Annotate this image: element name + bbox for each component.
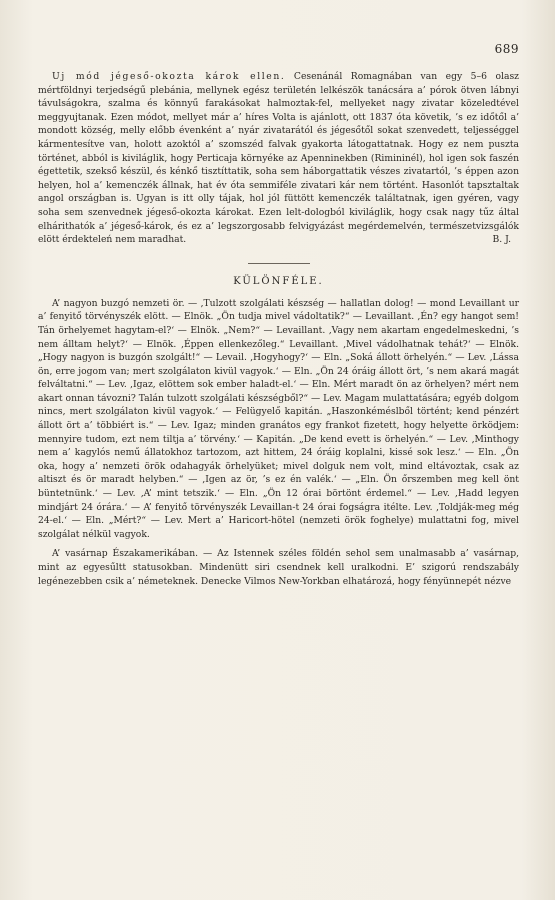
article-title: Uj mód jégeső-okozta károk ellen. (52, 71, 286, 82)
article-hail-damage (38, 70, 519, 247)
article-paragraph (38, 70, 519, 247)
article-body: Cesenánál Romagnában van egy 5–6 olasz mértföldnyi terjedségű plebánia, mellynek egész területén lelkészök tanácsára a’ pórok ötven lábnyi távulságokra, szalma és könnyű farakásokat halmoztak-fel, mellyeket nagy zivatar közeledtével meggyujtanak. Ezen módot, mellyet már a’ híres Volta is ajánlott, ott 1837 óta követik, ’s ez időtől a’ mondott község, melly előbb évenként a’ nyár zivatarától és jégesőtől sokat szenvedett, teljességgel kármentesítve van, holott azoktól a’ szomszéd falvak gyakorta látogattatnak. Hogy ez nem puszta történet, abból is kiviláglik, hogy Perticaja környéke az Apenninekben (Rimininél), hol igen sok faszén égettetik, szekső készül, és kénkő tisztíttatik, soha sem háborgattatik vészes zivatartól, ’s éppen azon helyen, hol a’ kemenczék állnak, hat év óta semmiféle zivatari kár nem történt. Hasonlót tapsztaltak angol országban is. Ugyan is itt olly tájak, hol jól füttött kemenczék találtatnak, igen gyéren, vagy soha sem szenvednek jégeső-okozta károkat. Ezen lelt-dologból kiviláglik, hogy csak nagy tűz által elhárithatók a’ jégeső-károk, és ez a’ legszorgosabb felvigyázást megérdemelvén, természetvizsgálók elött érdekteleń nem maradhat. (38, 71, 520, 246)
section-divider (248, 263, 310, 264)
page-number: 689 (494, 42, 519, 56)
miscellany-section (38, 297, 519, 588)
miscellany-paragraph: A’ nagyon buzgó nemzeti ör. — ,Tulzott szolgálati készség — hallatlan dolog! — mond Levaillant ur a’ fenyitő törvényszék elött. — Elnök. „Ön tudja mivel vádoltatik?“ — Levaillant. ‚Én? egy hangot sem! Tán örhelyemet hagytam-el?‘ — Elnök. „Nem?“ — Levaillant. ‚Vagy nem akartam engedelmeskedni, ’s nem álltam helyt?‘ — Elnök. ‚Éppen ellenkezőleg.“ Levaillant. ‚Mivel vádolhatnak tehát?‘ — Elnök. „Hogy nagyon is buzgón szolgált!“ — Levail. ‚Hogyhogy?‘ — Eln. „Soká állott örhelyén.“ — Lev. ‚Lássa ön, erre jogom van; mert szolgálaton kivül vagyok.‘ — Eln. „Ön 24 óráig állott ört, ’s nem akará magát felváltatni.“ — Lev. ‚Igaz, elöttem sok ember haladt-el.‘ — Eln. Mért maradt ön az örhelyen? mért nem akart onnan távozni? Talán tulzott szolgálati készségből?“ — Lev. Magam mulattatására; egyéb dolgom nincs, mert szolgálaton kivül vagyok.‘ — Felügyelő kapitán. „Haszonkéméslből történt; kend pénzért állott ört a’ többiért is.“ — Lev. Igaz; minden granátos egy frankot fizetett, hogy helyette örködjem: mennyire tudom, ezt nem tiltja a’ törvény.‘ — Kapitán. „De kend evett is örhelyén.“ — Lev. ‚Minthogy nem a’ kagylós nemű állatokhoz tartozom, azt hittem, 24 óráig koplalni, kissé sok lesz.‘ — Eln. „Ön oka, hogy a’ nemzeti örök odahagyák örhelyüket; mivel dolguk nem volt, mind eltávoztak, csak az altiszt és ör maradt helyben.“ — ‚Igen az ör, ’s ez én valék.‘ — „Eln. Ön őrszemben meg kell önt büntetnünk.‘ — Lev. ‚A’ mint tetszik.‘ — Eln. „Ön 12 órai börtönt érdemel.“ — Lev. ‚Hadd legyen mindjárt 24 órára.‘ — A’ fenyitő törvényszék Levaillan-t 24 órai fogságra itélte. Lev. ‚Toldják-meg még 24-el.‘ — Eln. „Mért?“ — Lev. Mert a’ Haricort-hötel (nemzeti örök foghelye) mulattatni fog, mivel szolgálat nélkül vagyok. (38, 297, 519, 540)
miscellany-paragraph: A’ vasárnap Északamerikában. — Az Istennek széles földén sehol sem unalmasabb a’ vasárnap, mint az egyesűltt statusokban. Mindenütt siri csendnek kell uralkodni. E’ szigorú rendszabály legénezebben csik a’ németeknek. Denecke Vilmos New-Yorkban elhatározá, hogy fényünnepét nézve (38, 548, 519, 587)
section-title: KÜLÖNFÉLE. (233, 275, 324, 287)
article-signature: B. J. (492, 234, 511, 246)
